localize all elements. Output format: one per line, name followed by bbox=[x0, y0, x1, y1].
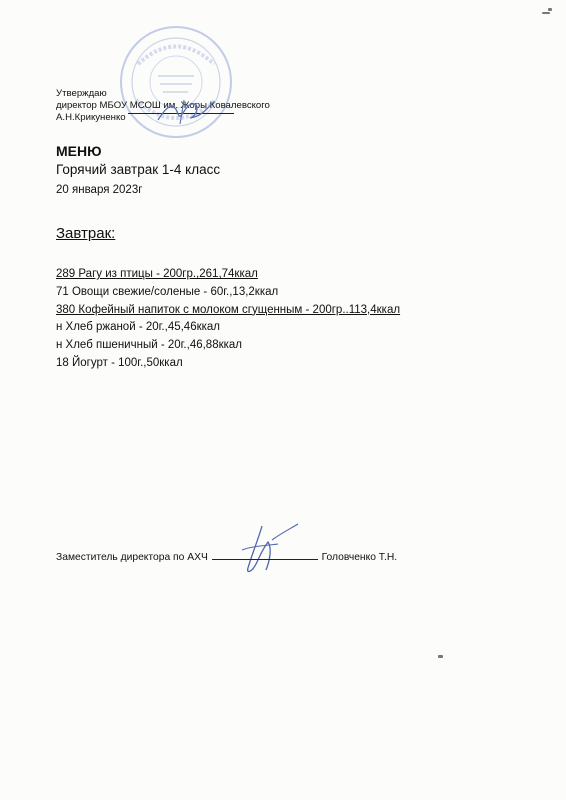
menu-item: 18 Йогурт - 100г.,50ккал bbox=[56, 356, 183, 369]
deputy-position: Заместитель директора по АХЧ bbox=[56, 552, 208, 563]
scan-speck bbox=[548, 8, 552, 11]
menu-item: н Хлеб ржаной - 20г.,45,46ккал bbox=[56, 321, 221, 334]
menu-item: 289 Рагу из птицы - 200гр.,261,74ккал bbox=[56, 268, 258, 280]
deputy-name: Головченко Т.Н. bbox=[321, 552, 398, 563]
director-signature bbox=[150, 96, 220, 128]
menu-item: 380 Кофейный напиток с молоком сгущенным - 200гр..113,4ккал bbox=[56, 303, 401, 316]
menu-date: 20 января 2023г bbox=[56, 184, 143, 196]
scan-speck bbox=[542, 12, 550, 14]
menu-item: 71 Овощи свежие/соленые - 60г.,13,2ккал bbox=[56, 285, 279, 298]
meal-heading: Завтрак: bbox=[56, 225, 116, 242]
deputy-signature-line bbox=[212, 559, 318, 560]
menu-items-list bbox=[56, 266, 400, 373]
scan-speck bbox=[438, 655, 443, 658]
menu-subtitle: Горячий завтрак 1-4 класс bbox=[56, 162, 221, 177]
approval-name: А.Н.Крикуненко bbox=[56, 112, 126, 123]
footer-signature-block bbox=[56, 552, 397, 563]
menu-title: МЕНЮ bbox=[56, 143, 102, 159]
menu-item: н Хлеб пшеничный - 20г.,46,88ккал bbox=[56, 339, 243, 352]
approval-position: директор МБОУ МСОШ им. Жоры Ковалевского bbox=[56, 100, 270, 111]
approval-label: Утверждаю bbox=[56, 88, 107, 99]
deputy-signature bbox=[222, 520, 314, 580]
